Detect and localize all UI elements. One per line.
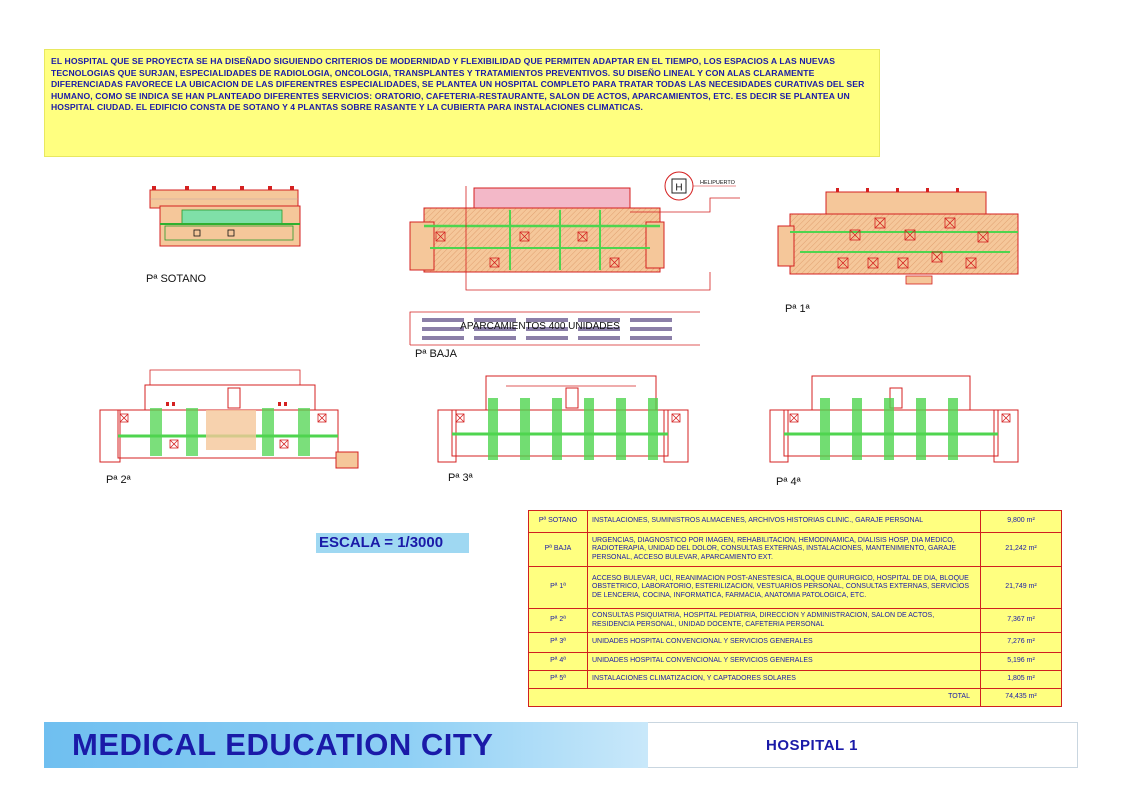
plan-label-primera: Pª 1ª	[785, 303, 810, 315]
plan-sotano	[150, 186, 300, 246]
table-cell-area: 5,196 m²	[981, 653, 1062, 671]
plan-tercera	[438, 376, 688, 462]
table-cell-description: INSTALACIONES, SUMINISTROS ALMACENES, ARCHIVOS HISTORIAS CLINIC., GARAJE PERSONAL	[588, 511, 981, 533]
plan-label-cuarta: Pª 4ª	[776, 476, 801, 488]
plan-cuarta	[770, 376, 1018, 462]
table-cell-description: UNIDADES HOSPITAL CONVENCIONAL Y SERVICIOS GENERALES	[588, 653, 981, 671]
area-table	[528, 510, 1062, 707]
table-cell-description: CONSULTAS PSIQUIATRIA, HOSPITAL PEDIATRIA, DIRECCION Y ADMINISTRACION, SALON DE ACTOS, RESIDENCIA PERSONAL, UNIDAD DOCENTE, CAFETERIA PERSONAL	[588, 609, 981, 633]
intro-text-box: EL HOSPITAL QUE SE PROYECTA SE HA DISEÑADO SIGUIENDO CRITERIOS DE MODERNIDAD Y FLEXIBILIDAD QUE PERMITEN ADAPTAR EN EL TIEMPO, LOS ESPACIOS A LAS NUEVAS TECNOLOGIAS QUE SURJAN, ESPECIALIDADES DE RADIOLOGIA, ONCOLOGIA, TRANSPLANTES Y TRATAMIENTOS PREVENTIVOS. SU DISEÑO LINEAL Y CON ALAS CLARAMENTE DIFERENCIADAS FAVORECE LA UBICACION DE LAS DIFERENTRES ESPECIALIDADES, SE PLANTEA UN HOSPITAL COMPLETO PARA TRATAR TODAS LAS NECESIDADES CURATIVAS DEL SER HUMANO, COMO SE INDICA SE HAN PLANTEADO DIFERENTES SERVICIOS: ORATORIO, CAFETERIA-RESTAURANTE, SALON DE ACTOS, APARCAMIENTOS, ETC. ES DECIR SE PLANTEA UN HOSPITAL CIUDAD. EL EDIFICIO CONSTA DE SOTANO Y 4 PLANTAS SOBRE RASANTE Y LA CUBIERTA PARA INSTALACIONES CLIMATICAS.	[44, 49, 880, 157]
table-total-row	[529, 689, 1062, 707]
table-row	[529, 633, 1062, 653]
table-cell-floor: Pª 1ª	[529, 567, 588, 609]
plan-label-sotano: Pª SOTANO	[146, 273, 207, 285]
helipad-label: HELIPUERTO	[700, 180, 735, 186]
table-cell-floor: Pª 3ª	[529, 633, 588, 653]
plan-primera	[778, 188, 1018, 284]
plan-segunda	[100, 370, 358, 468]
plan-label-tercera: Pª 3ª	[448, 472, 473, 484]
scale-label: ESCALA = 1/3000	[316, 533, 469, 553]
table-cell-floor: Pª 4ª	[529, 653, 588, 671]
table-cell-floor: Pª 2ª	[529, 609, 588, 633]
table-cell-area: 9,800 m²	[981, 511, 1062, 533]
table-cell-description: ACCESO BULEVAR, UCI, REANIMACION POST-ANESTESICA, BLOQUE QUIRURGICO, HOSPITAL DE DIA, BLOQUE OBSTETRICO, LABORATORIO, ESTERILIZACION, VESTUARIOS PERSONAL, CONSULTAS EXTERNAS, SERVICIOS DE LENCERIA, COCINA, INFORMATICA, FARMACIA, ANATOMIA PATOLOGICA, ETC.	[588, 567, 981, 609]
table-cell-area: 7,367 m²	[981, 609, 1062, 633]
table-row	[529, 567, 1062, 609]
table-cell-description: UNIDADES HOSPITAL CONVENCIONAL Y SERVICIOS GENERALES	[588, 633, 981, 653]
table-cell-floor: Pª SOTANO	[529, 511, 588, 533]
table-cell-floor: Pª 5ª	[529, 671, 588, 689]
table-cell-area: 7,276 m²	[981, 633, 1062, 653]
table-row	[529, 533, 1062, 567]
table-total-area: 74,435 m²	[981, 689, 1062, 707]
parking-label: APARCAMIENTOS 400 UNIDADES	[460, 321, 620, 332]
page-subtitle: HOSPITAL 1	[766, 737, 858, 754]
table-row	[529, 653, 1062, 671]
table-total-label: TOTAL	[529, 689, 981, 707]
table-row	[529, 671, 1062, 689]
table-cell-floor: Pª BAJA	[529, 533, 588, 567]
table-cell-description: URGENCIAS, DIAGNOSTICO POR IMAGEN, REHABILITACION, HEMODINAMICA, DIALISIS HOSP, DIA MEDICO, RADIOTERAPIA, UNIDAD DEL DOLOR, CONSULTAS EXTERNAS, INSTALACIONES, MANTENIMIENTO, GARAJE PERSONAL, ACCESO BULEVAR, APARCAMIENTO EXT.	[588, 533, 981, 567]
table-cell-area: 1,805 m²	[981, 671, 1062, 689]
plan-label-baja: Pª BAJA	[415, 348, 457, 360]
table-cell-area: 21,242 m²	[981, 533, 1062, 567]
table-cell-description: INSTALACIONES CLIMATIZACION, Y CAPTADORES SOLARES	[588, 671, 981, 689]
plan-label-segunda: Pª 2ª	[106, 474, 131, 486]
table-row	[529, 511, 1062, 533]
table-cell-area: 21,749 m²	[981, 567, 1062, 609]
plan-baja	[410, 172, 740, 345]
helipad-symbol: H	[675, 182, 683, 194]
table-row	[529, 609, 1062, 633]
page-title: MEDICAL EDUCATION CITY	[72, 727, 494, 762]
